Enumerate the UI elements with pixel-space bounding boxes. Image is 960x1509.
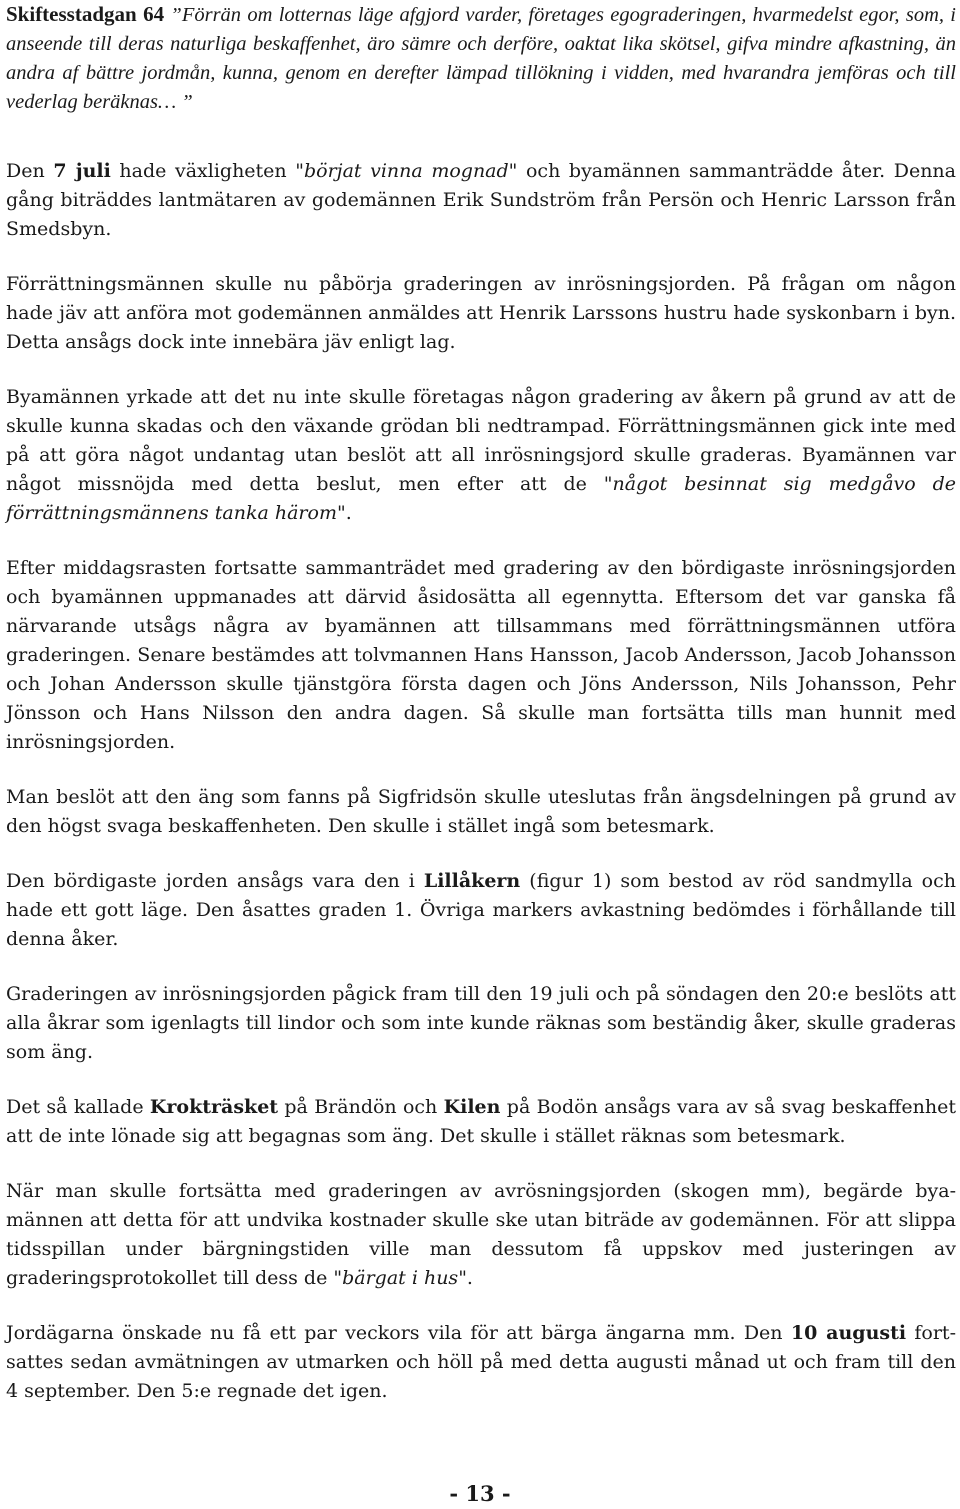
law-quote-label: Skiftesstadgan 64 xyxy=(6,2,165,26)
italic-quote: bärgat i hus xyxy=(342,1267,459,1289)
bold-place-name: Lillåkern xyxy=(423,870,521,892)
text-run: Det så kallade xyxy=(6,1096,150,1118)
bold-place-name: Kilen xyxy=(443,1096,501,1118)
paragraph-9 xyxy=(6,1177,956,1293)
document-body xyxy=(6,157,956,1406)
text-run: (figur 1) som bestod av röd sandmylla och hade ett gott läge. Den åsattes graden 1. Övriga markers avkastning bedömdes i förhållande till denna åker. xyxy=(6,870,956,950)
page-number: - 13 - xyxy=(449,1481,511,1506)
paragraph-7: Graderingen av inrösningsjorden pågick fram till den 19 juli och på söndagen den 20:e beslöts att alla åkrar som igenlagts till lindor och som inte kunde räknas som beständig åker, skulle graderas som äng. xyxy=(6,983,956,1063)
italic-quote: något besinnat sig medgåvo de förrättningsmännens tanka härom xyxy=(6,473,956,524)
italic-quote: börjat vinna mognad xyxy=(304,160,509,182)
text-run: på Brändön och xyxy=(278,1096,444,1118)
law-quote xyxy=(6,0,956,117)
paragraph-10 xyxy=(6,1319,956,1406)
text-run: ". xyxy=(458,1267,473,1289)
text-run: Den xyxy=(6,160,54,182)
bold-date: 10 augusti xyxy=(790,1322,907,1344)
text-run: Byamännen yrkade att det nu inte skulle företagas någon gradering av åkern på grund av att de skulle kunna skadas och den växande grödan bli nedtrampad. Förrättningsmännen gick inte med på att göra något undantag utan beslöt att all inrösningsjord skulle graderas. Byamännen var något missnöjda med detta beslut, men efter att de " xyxy=(6,386,956,495)
law-quote-text: ”Förrän om lotternas läge afgjord varder, företages egograderingen, hvarmedelst egor, som, i anseende till deras naturliga beskaffenhet, äro sämre och derföre, oaktat lika skötsel, gifva mindre afkastning, än andra af bättre jordmån, kunna, genom en derefter lämpad tillökning i vidden, med hvarandra jemföras och till vederlag beräknas… ” xyxy=(6,4,956,113)
text-run: Den bördigaste jorden ansågs vara den i xyxy=(6,870,424,892)
text-run: ". xyxy=(336,502,352,524)
paragraph-6 xyxy=(6,867,956,954)
text-run: Jordägarna önskade nu få ett par veckors vila för att bärga ängarna mm. Den xyxy=(6,1322,791,1344)
text-run: hade växligheten " xyxy=(110,160,304,182)
paragraph-4: Efter middagsrasten fortsatte sammanträdet med gradering av den bördigaste inrösningsjorden och byamännen uppmanades att därvid åsidosätta all egennytta. Eftersom det var ganska få närvarande utsågs några av byamännen att tillsammans med förrättningsmännen utföra graderingen. Senare bestämdes att tolvmannen Hans Hansson, Jacob Andersson, Jacob Johansson och Johan Andersson skulle tjänstgöra första dagen och Jöns Andersson, Nils Johansson, Pehr Jönsson och Hans Nilsson den andra dagen. Så skulle man fortsätta tills man hunnit med inrösningsjorden. xyxy=(6,557,956,753)
paragraph-2: Förrättningsmännen skulle nu påbörja graderingen av inrösningsjorden. På frågan om någon hade jäv att anföra mot godemännen anmäldes att Henrik Larssons hustru hade syskonbarn i byn. Detta ansågs dock inte innebära jäv enligt lag. xyxy=(6,273,956,353)
bold-place-name: Krokträsket xyxy=(149,1096,279,1118)
paragraph-1 xyxy=(6,157,956,244)
text-run: fortsattes sedan avmätningen av utmarken och höll på med detta augusti månad ut och fram till den 4 september. Den 5:e regnade det igen. xyxy=(6,1322,956,1402)
text-run: " och byamännen sammanträdde åter. Denna gång biträddes lantmätaren av godemännen Erik Sundström från Persön och Henric Larsson från Smedsbyn. xyxy=(6,160,956,240)
paragraph-8 xyxy=(6,1093,956,1151)
bold-date: 7 juli xyxy=(53,160,111,182)
text-run: När man skulle fortsätta med graderingen av avrösningsjorden (skogen mm), begärde byamännen att detta för att undvika kostnader skulle ske utan biträde av godemännen. För att slippa tidsspillan under bärgningstiden ville man dessutom få uppskov med justeringen av graderingsprotokollet till dess de " xyxy=(6,1180,956,1289)
paragraph-5: Man beslöt att den äng som fanns på Sigfridsön skulle uteslutas från ängsdelningen på grund av den högst svaga beskaffenheten. Den skulle i stället ingå som betesmark. xyxy=(6,786,956,837)
text-run: på Bodön ansågs vara av så svag beskaffenhet att de inte lönade sig att begagnas som äng. Det skulle i stället räknas som betesmark. xyxy=(6,1096,956,1147)
paragraph-3 xyxy=(6,383,956,528)
